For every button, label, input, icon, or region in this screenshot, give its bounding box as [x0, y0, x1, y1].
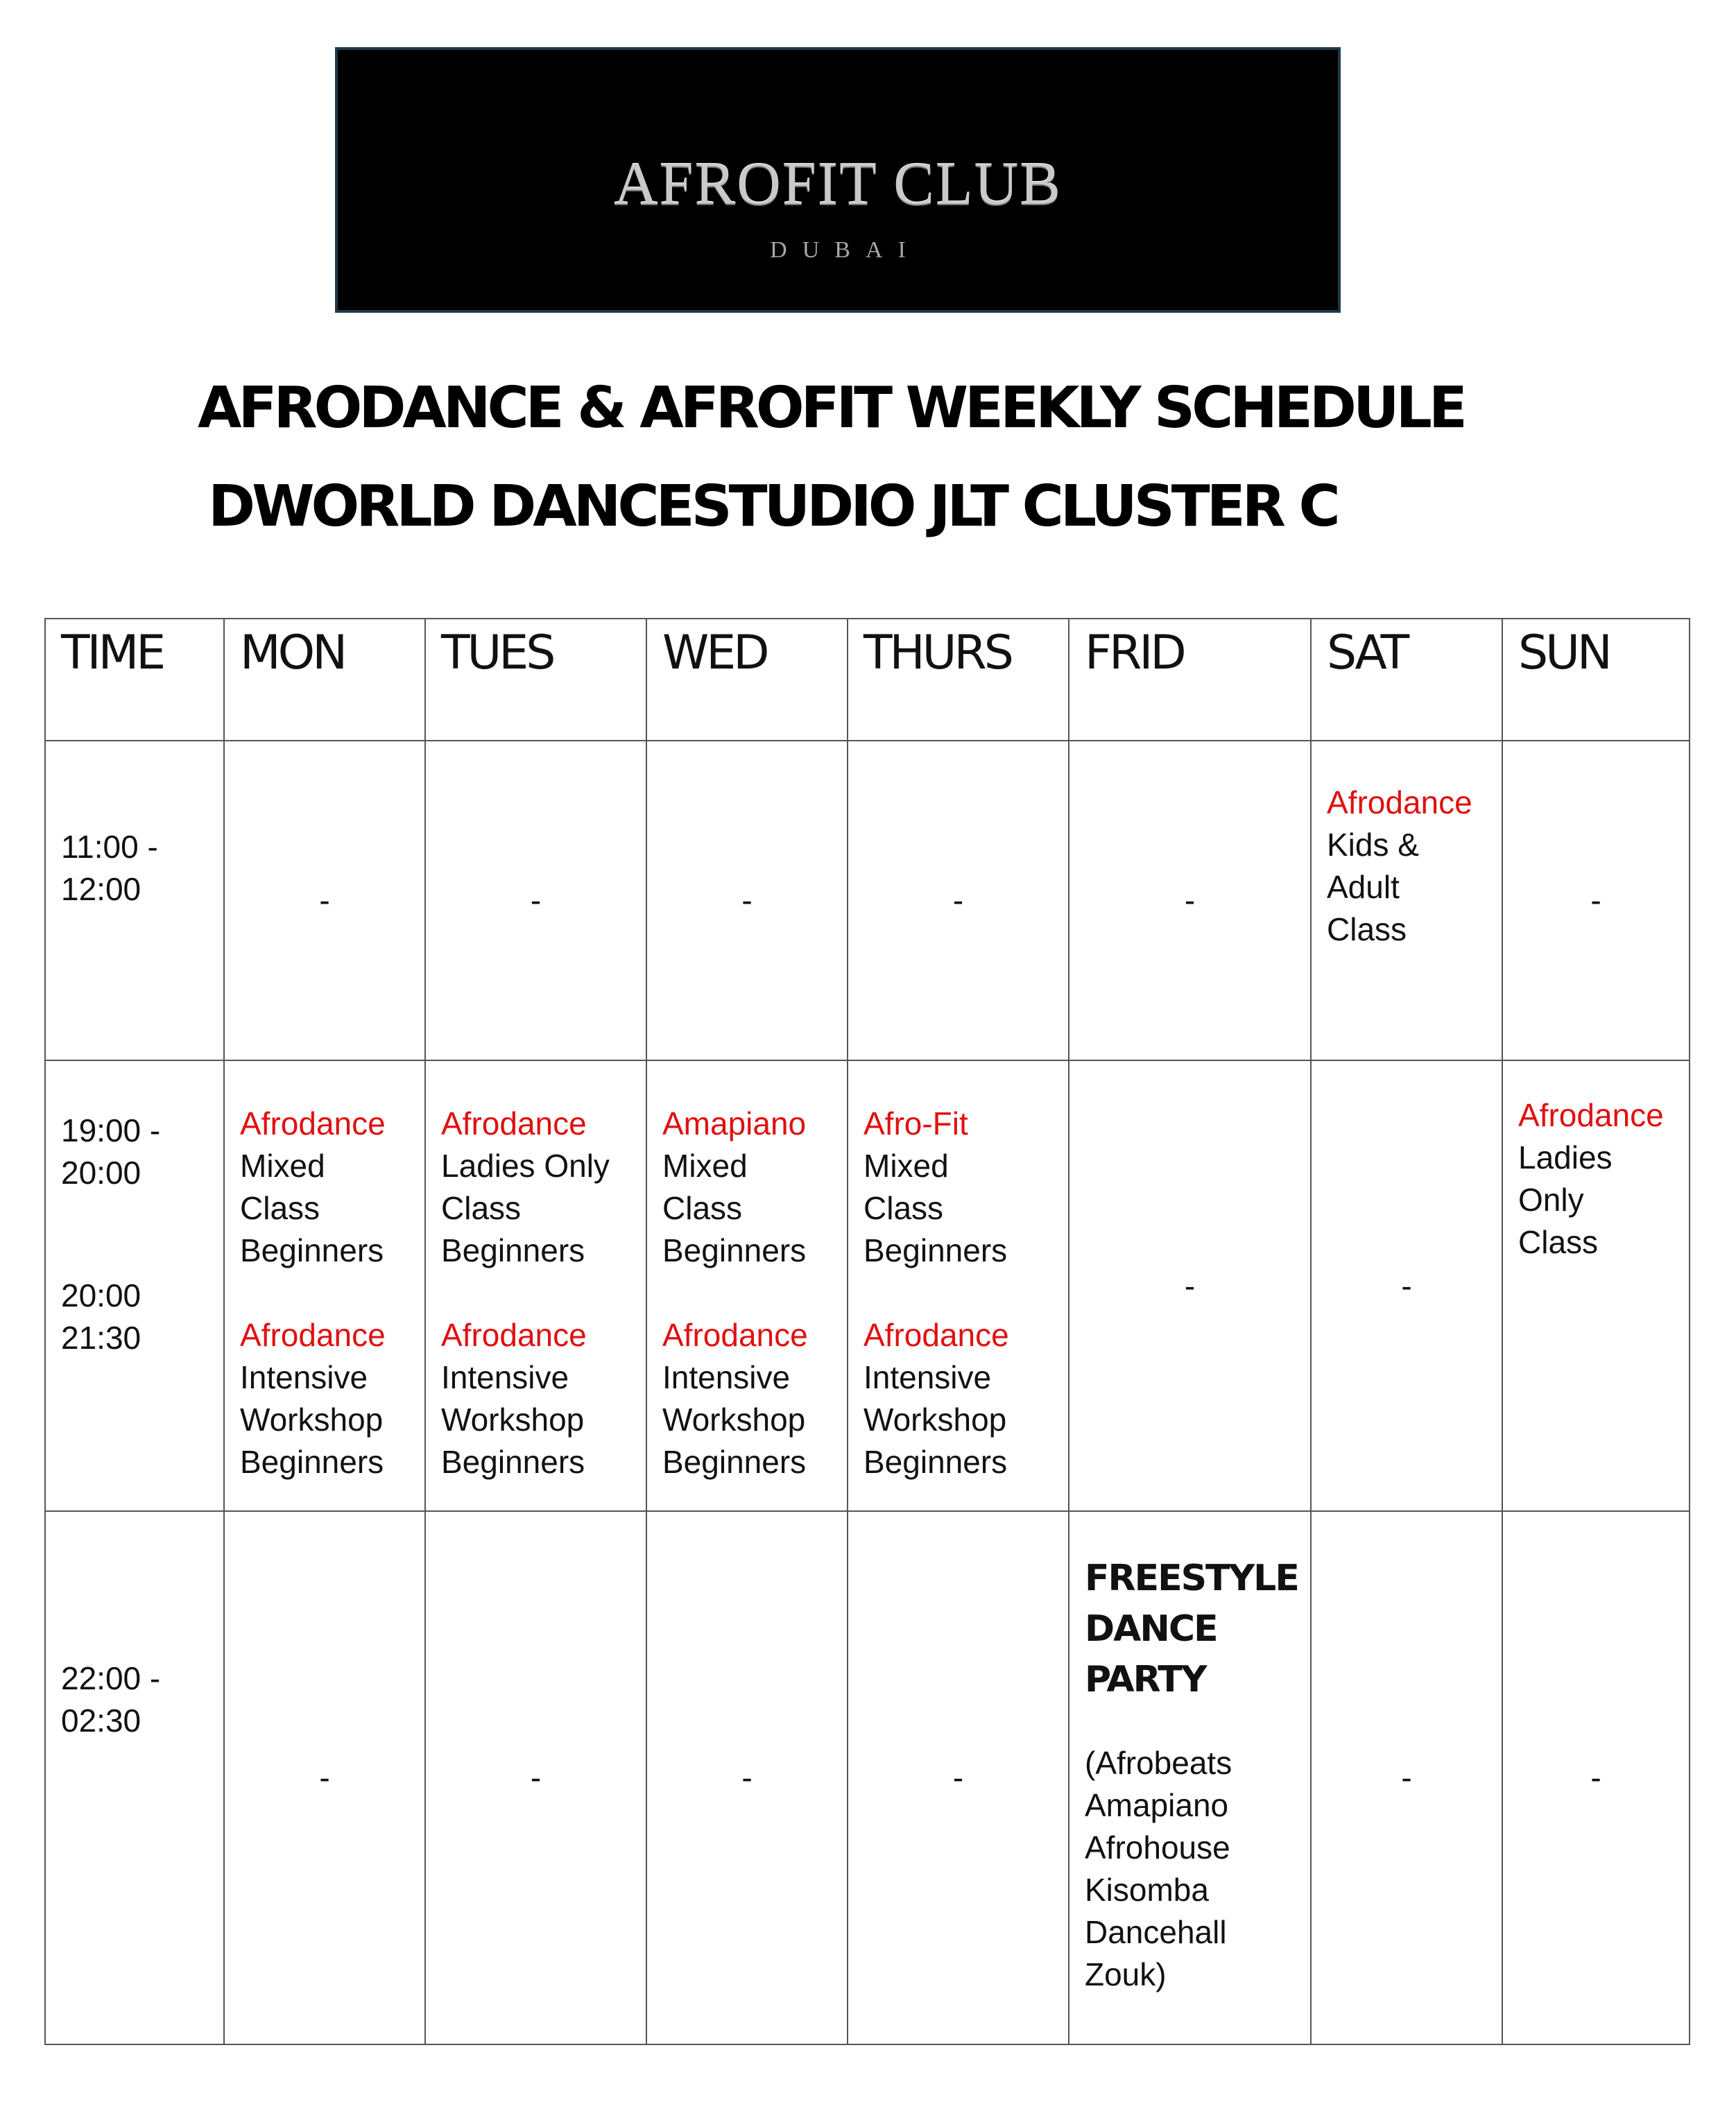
party-genre: Dancehall — [1085, 1914, 1227, 1950]
class-detail: Beginners — [662, 1444, 807, 1480]
class-detail: Only — [1518, 1182, 1584, 1218]
class-detail: Workshop — [662, 1402, 806, 1438]
class-style: Afrodance — [240, 1105, 386, 1141]
logo-wordmark: AFROFIT CLUB — [614, 150, 1062, 218]
empty-cell: - — [1311, 1511, 1502, 2044]
time-start: 11:00 - — [61, 829, 158, 865]
class-cell-sat — [1311, 741, 1502, 1060]
class-style: Afrodance — [863, 1317, 1009, 1353]
class-detail: Beginners — [863, 1444, 1008, 1480]
party-genre: (Afrobeats — [1085, 1745, 1232, 1781]
class-style: Afrodance — [662, 1317, 808, 1353]
empty-cell: - — [1311, 1060, 1502, 1511]
empty-cell: - — [224, 1511, 425, 2044]
logo-banner — [335, 47, 1341, 313]
class-detail: Class — [1518, 1224, 1599, 1260]
header-frid: FRID — [1069, 619, 1311, 741]
class-style: Afrodance — [240, 1317, 386, 1353]
party-genre: Kisomba — [1085, 1872, 1209, 1908]
header-thurs: THURS — [848, 619, 1069, 741]
class-detail: Workshop — [240, 1402, 384, 1438]
empty-cell: - — [646, 741, 848, 1060]
class-detail: Beginners — [441, 1444, 585, 1480]
class-detail: Intensive — [662, 1359, 791, 1395]
logo-location: DUBAI — [770, 237, 921, 263]
party-genre: Zouk) — [1085, 1956, 1167, 1992]
table-row — [45, 741, 1690, 1060]
class-detail: Workshop — [863, 1402, 1007, 1438]
class-style: Afrodance — [441, 1317, 587, 1353]
class-detail: Intensive — [863, 1359, 992, 1395]
class-detail: Intensive — [240, 1359, 368, 1395]
time-end: 20:00 — [61, 1155, 141, 1191]
class-detail: Class — [240, 1190, 320, 1226]
class-cell-thurs — [848, 1060, 1069, 1511]
party-cell-frid — [1069, 1511, 1311, 2044]
time-cell — [45, 741, 224, 1060]
time-start: 19:00 - — [61, 1112, 161, 1148]
studio-title: DWORLD DANCESTUDIO JLT CLUSTER C — [208, 474, 1337, 540]
header-row — [45, 619, 1690, 741]
class-detail: Class — [441, 1190, 522, 1226]
class-detail: Ladies Only — [441, 1148, 610, 1184]
class-detail: Beginners — [240, 1444, 384, 1480]
party-title: FREESTYLE — [1085, 1558, 1298, 1599]
empty-cell: - — [425, 1511, 646, 2044]
class-detail: Workshop — [441, 1402, 585, 1438]
empty-cell: - — [848, 741, 1069, 1060]
class-detail: Mixed — [240, 1148, 325, 1184]
class-cell-wed — [646, 1060, 848, 1511]
class-style: Amapiano — [662, 1105, 807, 1141]
empty-cell: - — [848, 1511, 1069, 2044]
time-start: 20:00 — [61, 1277, 141, 1313]
class-detail: Mixed — [863, 1148, 949, 1184]
table-row — [45, 1511, 1690, 2044]
class-detail: Beginners — [441, 1232, 585, 1268]
empty-cell: - — [646, 1511, 848, 2044]
schedule-title: AFRODANCE & AFROFIT WEEKLY SCHEDULE — [198, 375, 1464, 441]
header-wed: WED — [646, 619, 848, 741]
table-row — [45, 1060, 1690, 1511]
time-end: 02:30 — [61, 1703, 141, 1739]
empty-cell: - — [224, 741, 425, 1060]
empty-cell: - — [1069, 1060, 1311, 1511]
class-detail: Kids & — [1327, 827, 1419, 863]
schedule-table — [44, 618, 1690, 2045]
class-detail: Class — [662, 1190, 743, 1226]
class-detail: Beginners — [662, 1232, 807, 1268]
class-detail: Intensive — [441, 1359, 569, 1395]
header-sat: SAT — [1311, 619, 1502, 741]
class-style: Afro-Fit — [863, 1105, 968, 1141]
header-time: TIME — [45, 619, 224, 741]
class-style: Afrodance — [441, 1105, 587, 1141]
time-cell — [45, 1060, 224, 1511]
party-title: DANCE — [1085, 1608, 1217, 1650]
empty-cell: - — [1069, 741, 1311, 1060]
class-detail: Class — [863, 1190, 944, 1226]
class-detail: Beginners — [240, 1232, 384, 1268]
empty-cell: - — [425, 741, 646, 1060]
time-start: 22:00 - — [61, 1660, 161, 1696]
time-end: 21:30 — [61, 1320, 141, 1356]
class-detail: Class — [1327, 911, 1407, 947]
party-genre: Amapiano — [1085, 1787, 1229, 1823]
header-tues: TUES — [425, 619, 646, 741]
class-detail: Adult — [1327, 869, 1400, 905]
class-cell-mon — [224, 1060, 425, 1511]
party-title: PARTY — [1085, 1659, 1206, 1700]
class-detail: Mixed — [662, 1148, 748, 1184]
header-sun: SUN — [1502, 619, 1690, 741]
class-style: Afrodance — [1518, 1097, 1664, 1133]
class-cell-sun — [1502, 1060, 1690, 1511]
header-mon: MON — [224, 619, 425, 741]
class-style: Afrodance — [1327, 784, 1472, 820]
empty-cell: - — [1502, 741, 1690, 1060]
class-cell-tues — [425, 1060, 646, 1511]
party-genre: Afrohouse — [1085, 1829, 1230, 1866]
class-detail: Beginners — [863, 1232, 1008, 1268]
time-end: 12:00 — [61, 871, 141, 907]
empty-cell: - — [1502, 1511, 1690, 2044]
class-detail: Ladies — [1518, 1139, 1613, 1175]
time-cell — [45, 1511, 224, 2044]
